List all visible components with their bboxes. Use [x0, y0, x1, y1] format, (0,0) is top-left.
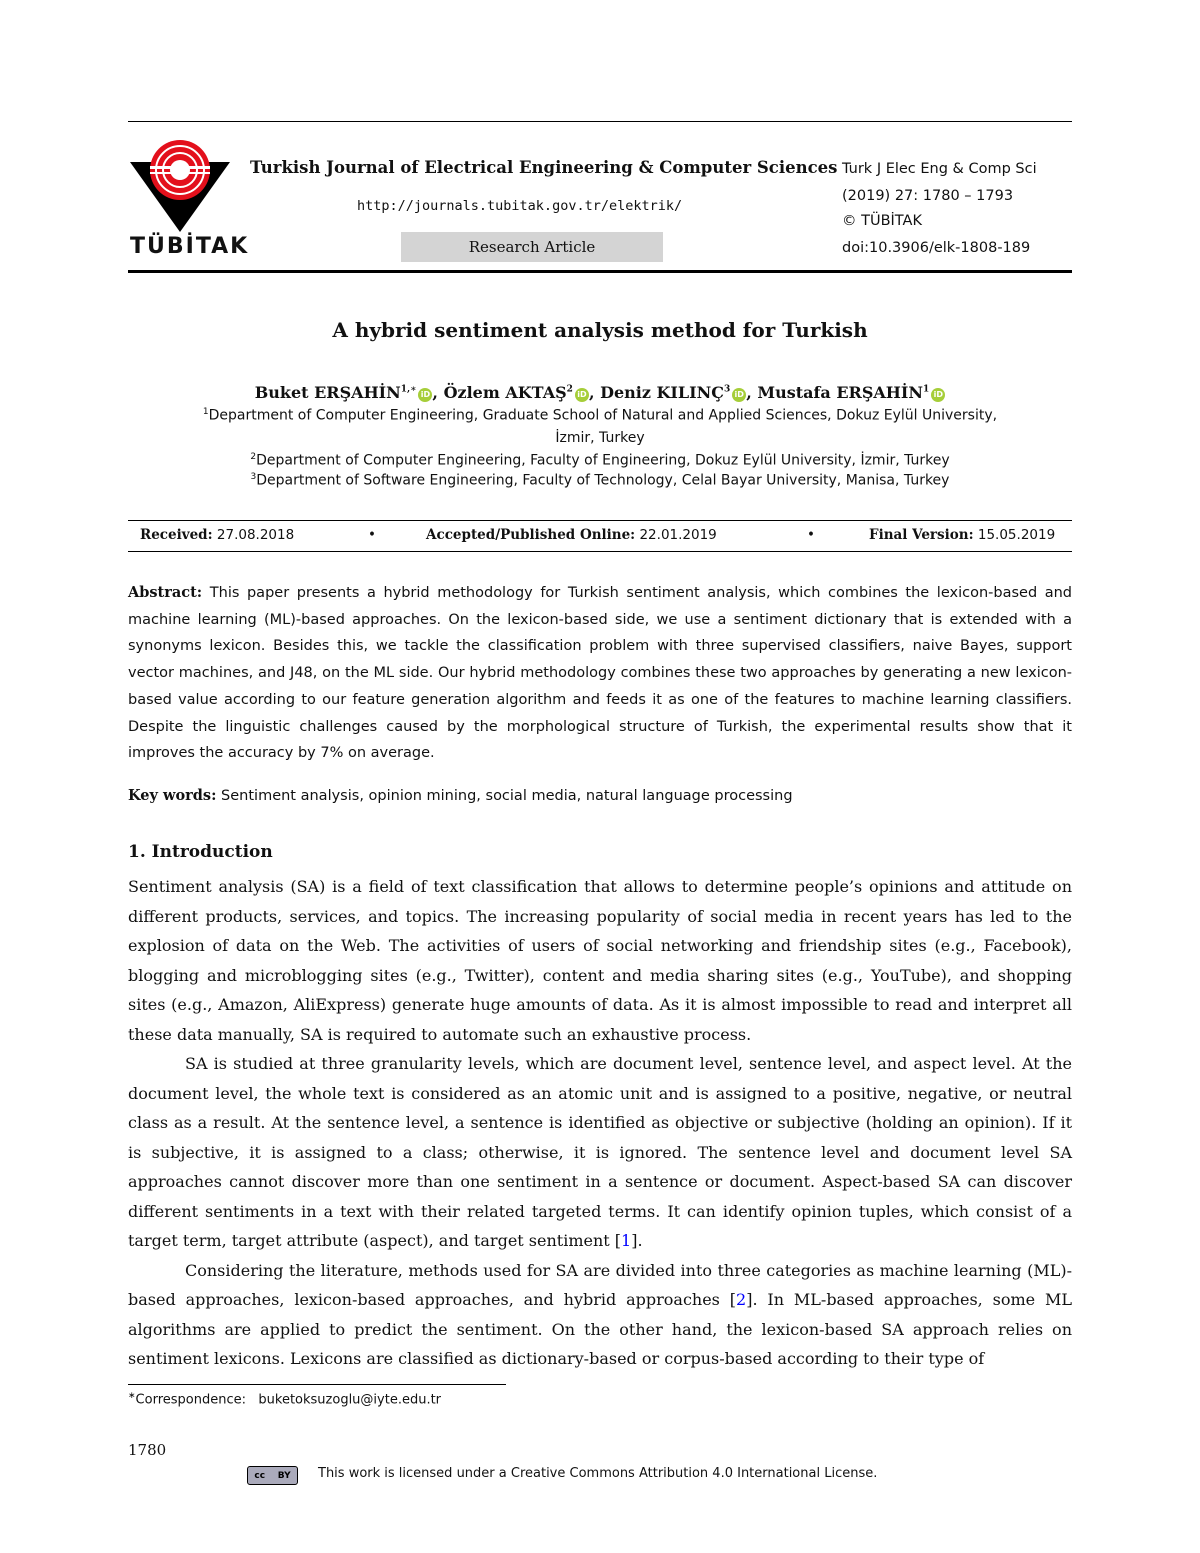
citation-journal: Turk J Elec Eng & Comp Sci	[842, 161, 1037, 177]
tubitak-logo-icon	[128, 132, 232, 232]
final-label: Final Version:	[869, 527, 974, 543]
affiliation-2	[0, 452, 1200, 469]
tubitak-logo-wordmark: TÜBİTAK	[130, 234, 250, 259]
paragraph	[128, 1256, 1072, 1374]
orcid-icon[interactable]: iD	[732, 388, 746, 402]
cc-by-license-icon[interactable]	[247, 1466, 298, 1485]
page-number: 1780	[128, 1441, 167, 1459]
citation-volume: (2019) 27: 1780 – 1793	[842, 188, 1014, 204]
citation-link[interactable]: 1	[621, 1231, 632, 1250]
keywords-text: Sentiment analysis, opinion mining, social media, natural language processing	[221, 788, 793, 804]
author-affiliation-mark: 1	[923, 384, 930, 395]
affiliation-text: Department of Software Engineering, Faculty of Technology, Celal Bayar University, Manisa, Turkey	[256, 472, 950, 489]
orcid-icon[interactable]: iD	[931, 388, 945, 402]
cc-label: cc	[254, 1470, 266, 1481]
section-body	[128, 872, 1072, 1374]
author-affiliation-mark: 1,∗	[400, 384, 417, 395]
final-date	[869, 527, 1055, 543]
affiliation-text: Department of Computer Engineering, Graduate School of Natural and Applied Sciences, Dokuz Eylül University,	[208, 407, 998, 424]
header-bottom-rule	[128, 270, 1072, 273]
author-name: Mustafa ERŞAHİN	[757, 383, 924, 402]
abstract	[128, 580, 1072, 767]
paragraph-text: Considering the literature, methods used for SA are divided into three categories as machine learning (ML)-based approaches, lexicon-based approaches, and hybrid approaches [	[128, 1260, 1072, 1309]
journal-name: Turkish Journal of Electrical Engineering & Computer Sciences	[250, 158, 838, 177]
orcid-icon[interactable]: iD	[575, 388, 589, 402]
affiliation-mark: 3	[250, 472, 257, 482]
affiliation-text: Department of Computer Engineering, Faculty of Engineering, Dokuz Eylül University, İzmir, Turkey	[256, 452, 950, 469]
author-name: Deniz KILINÇ	[600, 383, 724, 402]
accepted-date	[426, 527, 717, 543]
affiliation-1	[0, 407, 1200, 424]
accepted-label: Accepted/Published Online:	[426, 527, 636, 543]
received-date	[140, 527, 294, 543]
orcid-icon[interactable]: iD	[418, 388, 432, 402]
paper-title: A hybrid sentiment analysis method for Turkish	[332, 318, 868, 342]
correspondence-email[interactable]: buketoksuzoglu@iyte.edu.tr	[258, 1392, 442, 1408]
affiliation-1-cont: İzmir, Turkey	[555, 430, 645, 446]
abstract-label: Abstract:	[128, 584, 203, 601]
section-heading: 1. Introduction	[128, 842, 273, 862]
paragraph	[128, 1049, 1072, 1256]
received-label: Received:	[140, 527, 213, 543]
abstract-text: This paper presents a hybrid methodology for Turkish sentiment analysis, which combines the lexicon-based and machine learning (ML)-based approaches. On the lexicon-based side, we use a sentiment dictionary that is extended with a synonyms lexicon. Besides this, we tackle the classification problem with three supervised classifiers, naive Bayes, support vector machines, and J48, on the ML side. Our hybrid methodology combines these two approaches by generating a new lexicon-based value according to our feature generation algorithm and feeds it as one of the features to machine learning classifiers. Despite the linguistic challenges caused by the morphological structure of Turkish, the experimental results show that it improves the accuracy by 7% on average.	[128, 585, 1073, 762]
author-name: Özlem AKTAŞ	[443, 383, 567, 402]
dates-bullet: •	[368, 527, 376, 543]
keywords	[128, 783, 1072, 810]
paragraph-text: SA is studied at three granularity levels, which are document level, sentence level, and aspect level. At the document level, the whole text is considered as an atomic unit and is assigned to a positive, negative, or neutral class as a result. At the sentence level, a sentence is identified as objective or subjective (holding an opinion). If it is subjective, it is assigned to a class; otherwise, it is ignored. The sentence level and document level SA approaches cannot discover more than one sentiment in a sentence or document. Aspect-based SA can discover different sentiments in a text with their related targeted terms. It can identify opinion tuples, which consist of a target term, target attribute (aspect), and target sentiment [	[128, 1054, 1072, 1250]
author-affiliation-mark: 3	[723, 384, 731, 395]
dates-bottom-rule	[128, 551, 1072, 552]
article-type-badge: Research Article	[401, 232, 663, 262]
citation-copyright: © TÜBİTAK	[842, 213, 922, 229]
affiliation-3	[0, 472, 1200, 489]
citation-link[interactable]: 2	[736, 1290, 747, 1309]
paragraph: Sentiment analysis (SA) is a field of text classification that allows to determine people’s opinions and attitude on different products, services, and topics. The increasing popularity of social media in recent years has led to the explosion of data on the Web. The activities of users of social networking and friendship sites (e.g., Facebook), blogging and microblogging sites (e.g., Twitter), content and media sharing sites (e.g., YouTube), and shopping sites (e.g., Amazon, AliExpress) generate huge amounts of data. As it is almost impossible to read and interpret all these data manually, SA is required to automate such an exhaustive process.	[128, 877, 1072, 1044]
footnote-label: Correspondence:	[135, 1392, 246, 1408]
final-value: 15.05.2019	[977, 527, 1056, 543]
correspondence-footnote	[128, 1391, 441, 1407]
accepted-value: 22.01.2019	[639, 527, 717, 543]
license-text: This work is licensed under a Creative Commons Attribution 4.0 International License.	[318, 1466, 878, 1481]
author-list: Buket $ERŞAHİN^{1,∗}$ iD , Özlem AKTAŞ$^2$ iD , Deniz KILINÇ$^3$ iD , Mustafa ERŞAHİN$^1$ iD	[0, 383, 1200, 402]
paragraph-text: ]. In ML-based approaches, some ML algorithms are applied to predict the sentiment. On the other hand, the lexicon-based SA approach relies on sentiment lexicons. Lexicons are classified as dictionary-based or corpus-based according to their type of	[128, 1290, 1073, 1368]
header-top-rule	[128, 121, 1072, 122]
footnote-mark: ∗	[128, 1391, 136, 1401]
journal-url-link[interactable]: http://journals.tubitak.gov.tr/elektrik/	[357, 198, 683, 214]
keywords-label: Key words:	[128, 787, 217, 804]
affiliation-mark: 2	[250, 452, 257, 462]
paragraph-text: ].	[631, 1231, 643, 1250]
dates-top-rule	[128, 520, 1072, 521]
author-name: Buket ERŞAHİN	[254, 383, 401, 402]
dates-bullet: •	[807, 527, 815, 543]
citation-doi[interactable]: doi:10.3906/elk-1808-189	[842, 240, 1031, 256]
author-affiliation-mark: 2	[566, 384, 573, 395]
by-label: BY	[277, 1470, 291, 1481]
received-value: 27.08.2018	[216, 527, 295, 543]
footnote-rule	[128, 1384, 506, 1385]
affiliation-mark: 1	[202, 407, 209, 417]
